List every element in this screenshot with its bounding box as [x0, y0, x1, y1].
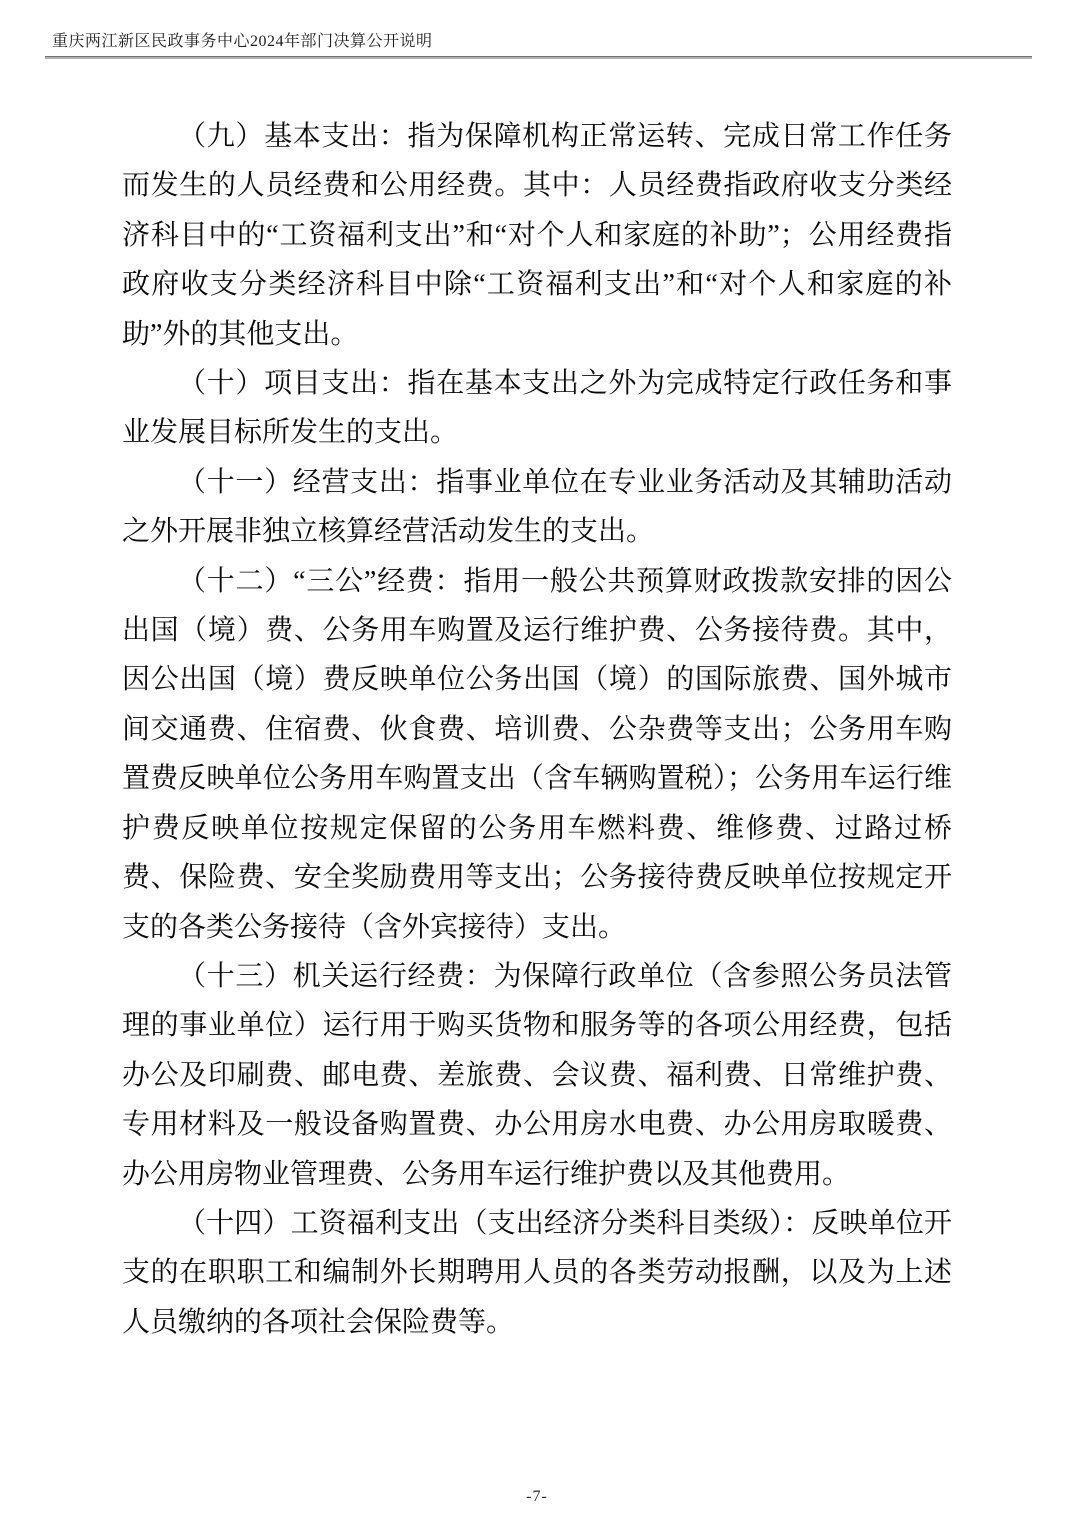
page-footer	[0, 1488, 1074, 1506]
body-paragraph: （十一）经营支出：指事业单位在专业业务活动及其辅助活动之外开展非独立核算经营活动发生的支出。	[122, 466, 952, 548]
body-paragraph: （十三）机关运行经费：为保障行政单位（含参照公务员法管理的事业单位）运行用于购买货物和服务等的各项公用经费，包括办公及印刷费、邮电费、差旅费、会议费、福利费、日常维护费、专用材料及一般设备购置费、办公用房水电费、办公用房取暖费、办公用房物业管理费、公务用车运行维护费以及其他费用。	[122, 960, 952, 1190]
body-paragraph: （十二）“三公”经费：指用一般公共预算财政拨款安排的因公出国（境）费、公务用车购置及运行维护费、公务接待费。其中，因公出国（境）费反映单位公务出国（境）的国际旅费、国外城市间交通费、住宿费、伙食费、培训费、公杂费等支出；公务用车购置费反映单位公务用车购置支出（含车辆购置税）；公务用车运行维护费反映单位按规定保留的公务用车燃料费、维修费、过路过桥费、保险费、安全奖励费用等支出；公务接待费反映单位按规定开支的各类公务接待（含外宾接待）支出。	[122, 565, 952, 943]
header-rule	[45, 56, 1032, 59]
body-paragraph: （九）基本支出：指为保障机构正常运转、完成日常工作任务而发生的人员经费和公用经费。其中：人员经费指政府收支分类经济科目中的“工资福利支出”和“对个人和家庭的补助”；公用经费指政府收支分类经济科目中除“工资福利支出”和“对个人和家庭的补助”外的其他支出。	[122, 121, 952, 350]
page-number: -7-	[526, 1488, 548, 1505]
body-paragraph: （十四）工资福利支出（支出经济分类科目类级）：反映单位开支的在职职工和编制外长期聘用人员的各类劳动报酬，以及为上述人员缴纳的各项社会保险费等。	[122, 1207, 952, 1338]
document-header	[52, 28, 1030, 51]
header-title: 重庆两江新区民政事务中心2024年部门决算公开说明	[52, 33, 433, 50]
body-paragraph: （十）项目支出：指在基本支出之外为完成特定行政任务和事业发展目标所发生的支出。	[122, 368, 952, 449]
document-body	[122, 112, 952, 1347]
